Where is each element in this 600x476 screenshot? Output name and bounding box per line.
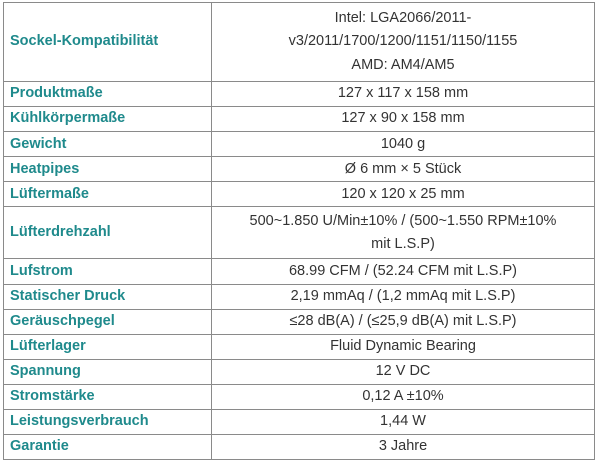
spec-label: Geräuschpegel: [4, 309, 212, 334]
spec-label: Sockel-Kompatibilität: [4, 3, 212, 82]
spec-row-heatsink-dimensions: [4, 107, 595, 132]
spec-value: 3 Jahre: [212, 435, 595, 460]
spec-value: 1040 g: [212, 132, 595, 157]
spec-value: Ø 6 mm × 5 Stück: [212, 157, 595, 182]
spec-value: Fluid Dynamic Bearing: [212, 334, 595, 359]
spec-value: [212, 207, 595, 259]
spec-value: 68.99 CFM / (52.24 CFM mit L.S.P): [212, 259, 595, 284]
spec-row-fan-speed: [4, 207, 595, 259]
spec-row-power-consumption: [4, 410, 595, 435]
spec-row-product-dimensions: [4, 82, 595, 107]
spec-row-airflow: [4, 259, 595, 284]
spec-value: ≤28 dB(A) / (≤25,9 dB(A) mit L.S.P): [212, 309, 595, 334]
spec-value: 127 x 90 x 158 mm: [212, 107, 595, 132]
spec-label: Garantie: [4, 435, 212, 460]
spec-row-voltage: [4, 359, 595, 384]
spec-row-static-pressure: [4, 284, 595, 309]
spec-row-socket: [4, 3, 595, 82]
spec-value: 127 x 117 x 158 mm: [212, 82, 595, 107]
spec-label: Statischer Druck: [4, 284, 212, 309]
spec-value-line: Intel: LGA2066/2011-: [334, 9, 472, 26]
spec-value: 1,44 W: [212, 410, 595, 435]
spec-row-noise-level: [4, 309, 595, 334]
spec-value-line: mit L.S.P): [371, 235, 435, 252]
spec-label: Leistungsverbrauch: [4, 410, 212, 435]
spec-label: Heatpipes: [4, 157, 212, 182]
spec-value: 12 V DC: [212, 359, 595, 384]
spec-label: Lufstrom: [4, 259, 212, 284]
spec-value: [212, 3, 595, 82]
spec-row-fan-bearing: [4, 334, 595, 359]
spec-row-fan-dimensions: [4, 182, 595, 207]
spec-table: [3, 2, 595, 460]
spec-value: 120 x 120 x 25 mm: [212, 182, 595, 207]
spec-value-line: 500~1.850 U/Min±10% / (500~1.550 RPM±10%: [249, 212, 557, 229]
spec-value-line: v3/2011/1700/1200/1151/1150/1155: [288, 33, 518, 50]
spec-label: Produktmaße: [4, 82, 212, 107]
spec-row-current: [4, 384, 595, 409]
spec-value-line: AMD: AM4/AM5: [351, 56, 455, 73]
spec-label: Gewicht: [4, 132, 212, 157]
spec-table-body: [4, 3, 595, 460]
spec-row-warranty: [4, 435, 595, 460]
spec-row-heatpipes: [4, 157, 595, 182]
spec-label: Lüfterdrehzahl: [4, 207, 212, 259]
spec-label: Spannung: [4, 359, 212, 384]
spec-label: Kühlkörpermaße: [4, 107, 212, 132]
spec-label: Lüftermaße: [4, 182, 212, 207]
spec-label: Lüfterlager: [4, 334, 212, 359]
spec-value: 0,12 A ±10%: [212, 384, 595, 409]
spec-label: Stromstärke: [4, 384, 212, 409]
spec-row-weight: [4, 132, 595, 157]
spec-value: 2,19 mmAq / (1,2 mmAq mit L.S.P): [212, 284, 595, 309]
